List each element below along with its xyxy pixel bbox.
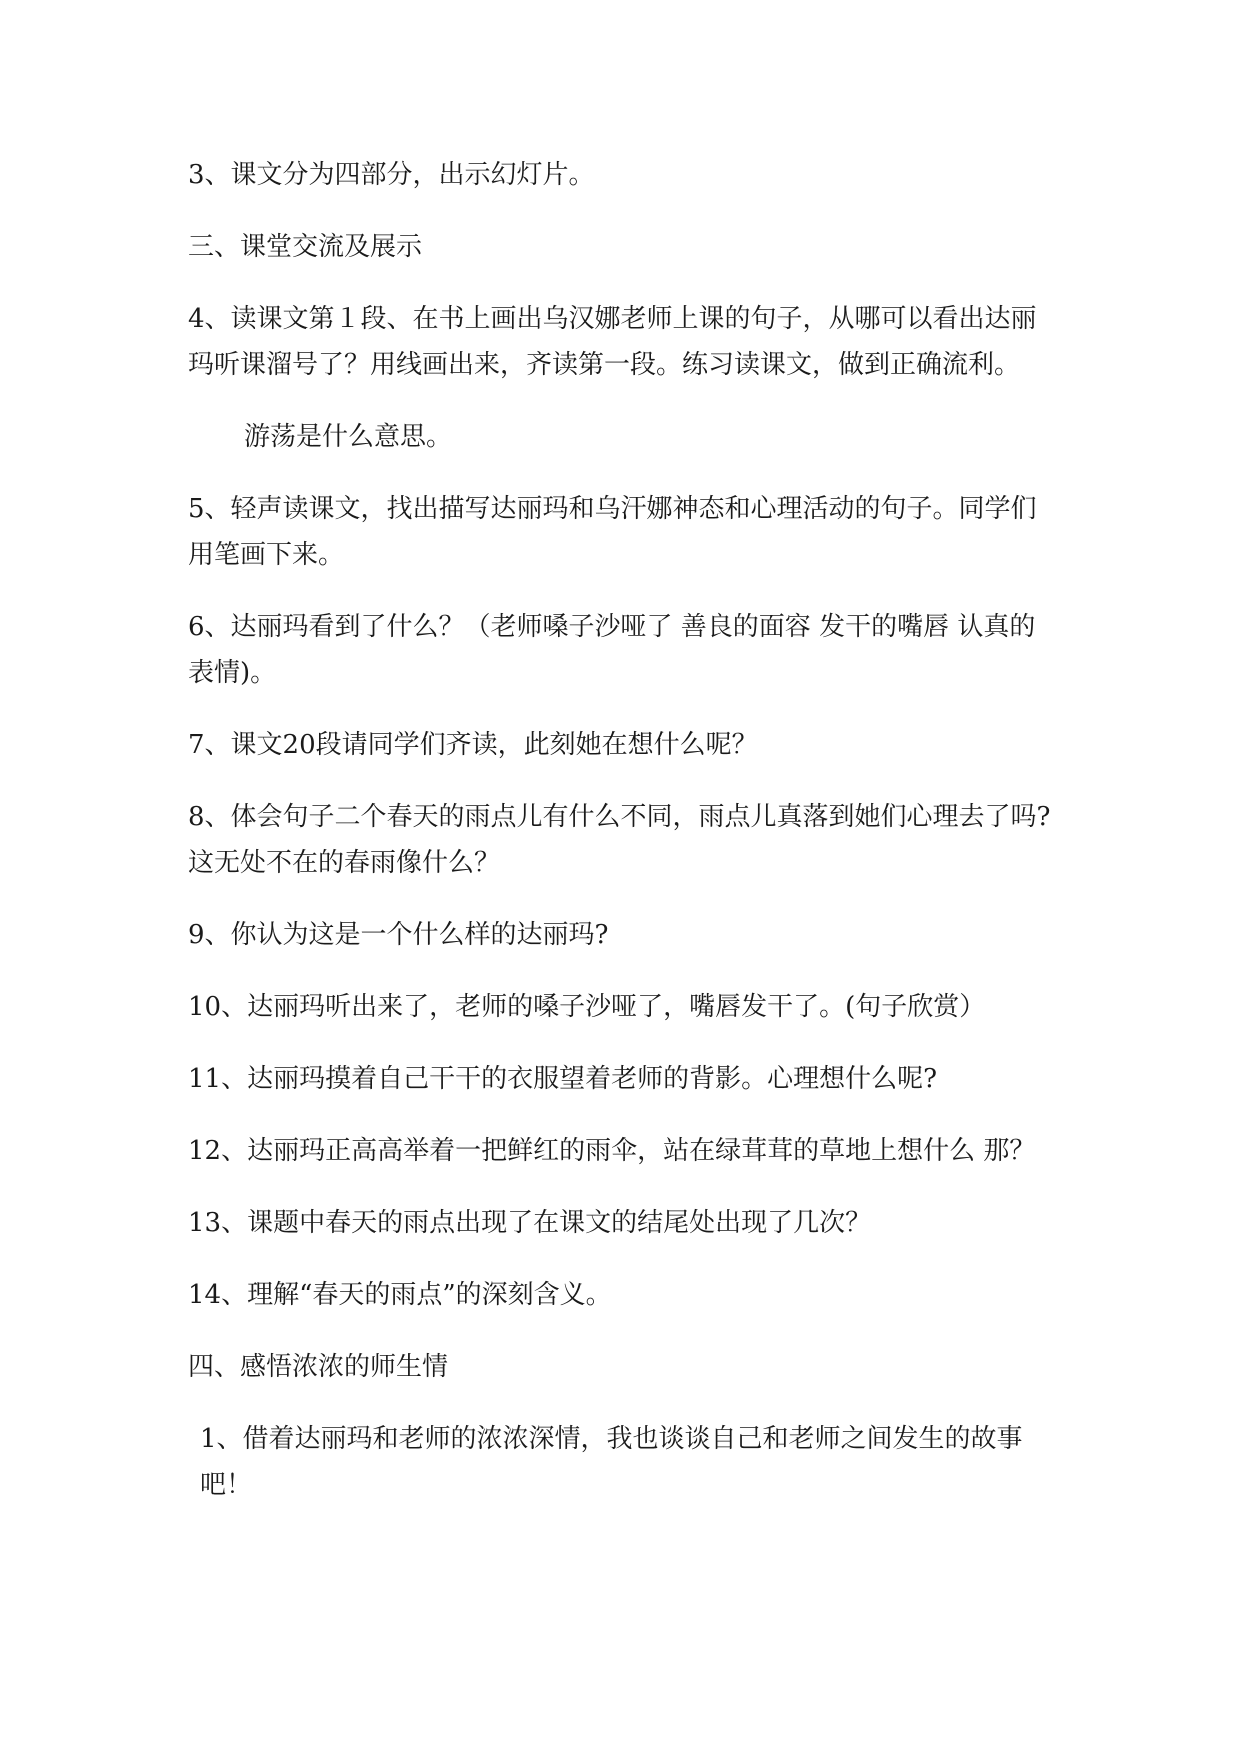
paragraph-item-11: 11、达丽玛摸着自己干干的衣服望着老师的背影。心理想什么呢? xyxy=(188,1064,938,1094)
paragraph-section4-item-1: 1、借着达丽玛和老师的浓浓深情，我也谈谈自己和老师之间发生的故事吧！ xyxy=(200,1424,1023,1500)
paragraph-item-12: 12、达丽玛正高高举着一把鲜红的雨伞，站在绿茸茸的草地上想什么 那？ xyxy=(188,1136,1036,1166)
paragraph-item-14: 14、理解“春天的雨点”的深刻含义。 xyxy=(188,1280,612,1310)
paragraph-item-9: 9、你认为这是一个什么样的达丽玛? xyxy=(188,920,609,950)
paragraph-item-10: 10、达丽玛听出来了，老师的嗓子沙哑了，嘴唇发干了。(句子欣赏） xyxy=(188,992,986,1022)
paragraph-item-4: 4、读课文第１段、在书上画出乌汉娜老师上课的句子，从哪可以看出达丽玛听课溜号了？用线画出来，齐读第一段。练习读课文，做到正确流利。 xyxy=(188,304,1037,380)
section-heading-classroom-exchange: 三、课堂交流及展示 xyxy=(188,232,423,262)
paragraph-item-7: 7、课文20段请同学们齐读，此刻她在想什么呢？ xyxy=(188,730,758,760)
paragraph-item-13: 13、课题中春天的雨点出现了在课文的结尾处出现了几次？ xyxy=(188,1208,872,1238)
paragraph-item-8: 8、体会句子二个春天的雨点儿有什么不同，雨点儿真落到她们心理去了吗?这无处不在的春雨像什么？ xyxy=(188,802,1051,878)
paragraph-item-6: 6、达丽玛看到了什么？（老师嗓子沙哑了 善良的面容 发干的嘴唇 认真的表情)。 xyxy=(188,612,1036,688)
document-body xyxy=(188,152,1058,1534)
paragraph-item-3: 3、课文分为四部分，出示幻灯片。 xyxy=(188,160,595,190)
section-heading-teacher-student-bond: 四、感悟浓浓的师生情 xyxy=(188,1352,449,1382)
paragraph-wandering-question: 游荡是什么意思。 xyxy=(244,422,453,452)
paragraph-item-5: 5、轻声读课文，找出描写达丽玛和乌汗娜神态和心理活动的句子。同学们用笔画下来。 xyxy=(188,494,1037,570)
